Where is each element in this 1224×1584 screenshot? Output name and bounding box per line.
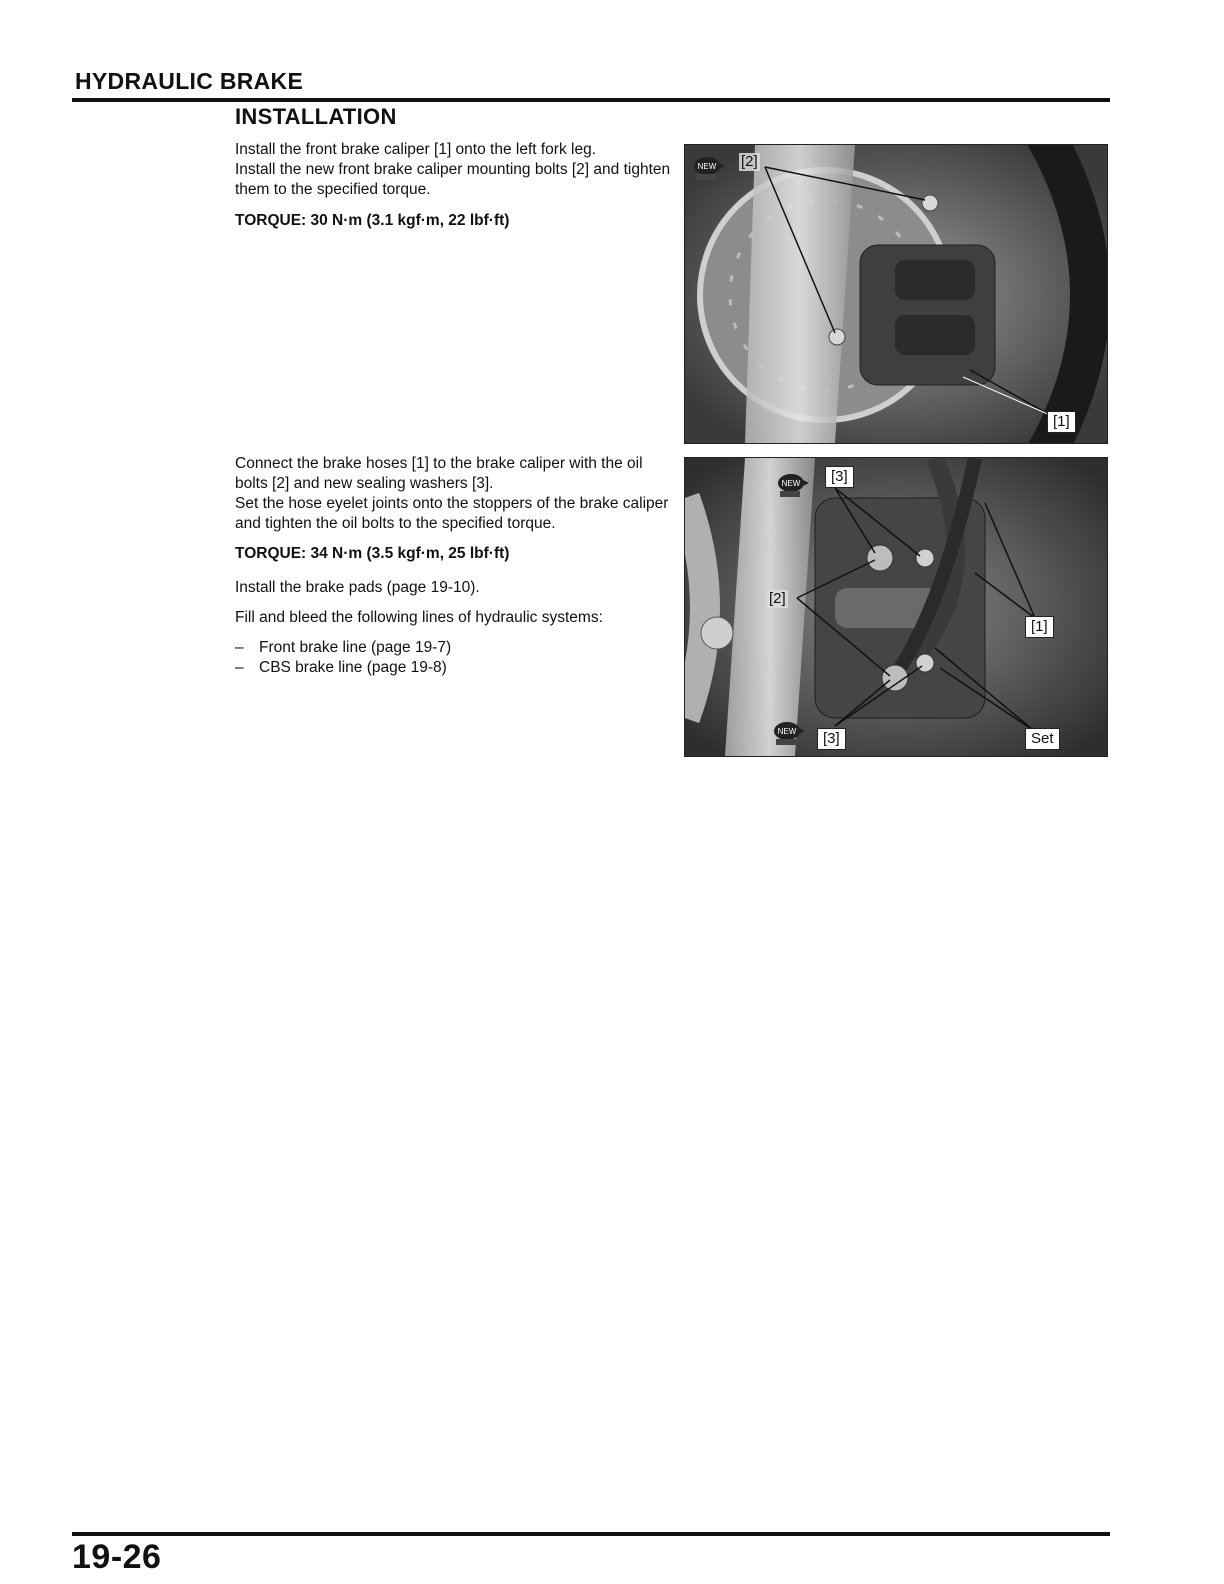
callout-mounting-bolts: [2]	[741, 153, 758, 170]
bleed-list	[235, 638, 675, 678]
step2-line-2: Set the hose eyelet joints onto the stoppers of the brake caliper and tighten the oil bolts to the specified torque.	[235, 495, 669, 532]
callout-brake-hoses: [1]	[1025, 616, 1054, 638]
new-part-icon	[693, 155, 725, 181]
step1-line-2: Install the new front brake caliper mounting bolts [2] and tighten them to the specified torque.	[235, 161, 671, 198]
callout-set: Set	[1025, 728, 1060, 750]
brake-pads-note: Install the brake pads (page 19-10).	[235, 579, 480, 596]
step2-torque: TORQUE: 34 N·m (3.5 kgf·m, 25 lbf·ft)	[235, 545, 510, 562]
header-rule	[72, 98, 1110, 102]
figure1-illustration	[685, 145, 1107, 443]
new-part-icon	[773, 720, 805, 746]
footer-rule	[72, 1532, 1110, 1536]
oil-bolt-upper	[867, 545, 893, 571]
figure1-photo	[684, 144, 1108, 444]
callout-oil-bolts: [2]	[769, 590, 786, 607]
sealing-washer	[916, 549, 934, 567]
step2-line-1: Connect the brake hoses [1] to the brake caliper with the oil bolts [2] and new sealing washers [3].	[235, 455, 643, 492]
callout-caliper: [1]	[1047, 411, 1076, 433]
bleed-note: Fill and bleed the following lines of hydraulic systems:	[235, 609, 603, 626]
step1-line-1: Install the front brake caliper [1] onto the left fork leg.	[235, 141, 597, 158]
callout-sealing-washers-top: [3]	[825, 466, 854, 488]
step1-torque: TORQUE: 30 N·m (3.1 kgf·m, 22 lbf·ft)	[235, 212, 510, 229]
svg-text:NEW: NEW	[781, 479, 801, 488]
axle-nut	[701, 617, 733, 649]
callout-sealing-washers-bottom: [3]	[817, 728, 846, 750]
sub-title: INSTALLATION	[235, 104, 397, 129]
new-part-icon	[777, 472, 809, 498]
sealing-washer	[916, 654, 934, 672]
list-item: – CBS brake line (page 19-8)	[235, 659, 447, 676]
page-number: 19-26	[72, 1538, 162, 1576]
list-item: – Front brake line (page 19-7)	[235, 639, 452, 656]
section-title: HYDRAULIC BRAKE	[75, 68, 304, 94]
svg-text:NEW: NEW	[697, 162, 717, 171]
svg-text:NEW: NEW	[777, 727, 797, 736]
mounting-bolt-lower	[829, 329, 845, 345]
figure2-illustration	[685, 458, 1107, 756]
mounting-bolt-upper	[922, 195, 938, 211]
caliper-piston-upper	[895, 260, 975, 300]
figure2-photo	[684, 457, 1108, 757]
caliper-piston-lower	[895, 315, 975, 355]
